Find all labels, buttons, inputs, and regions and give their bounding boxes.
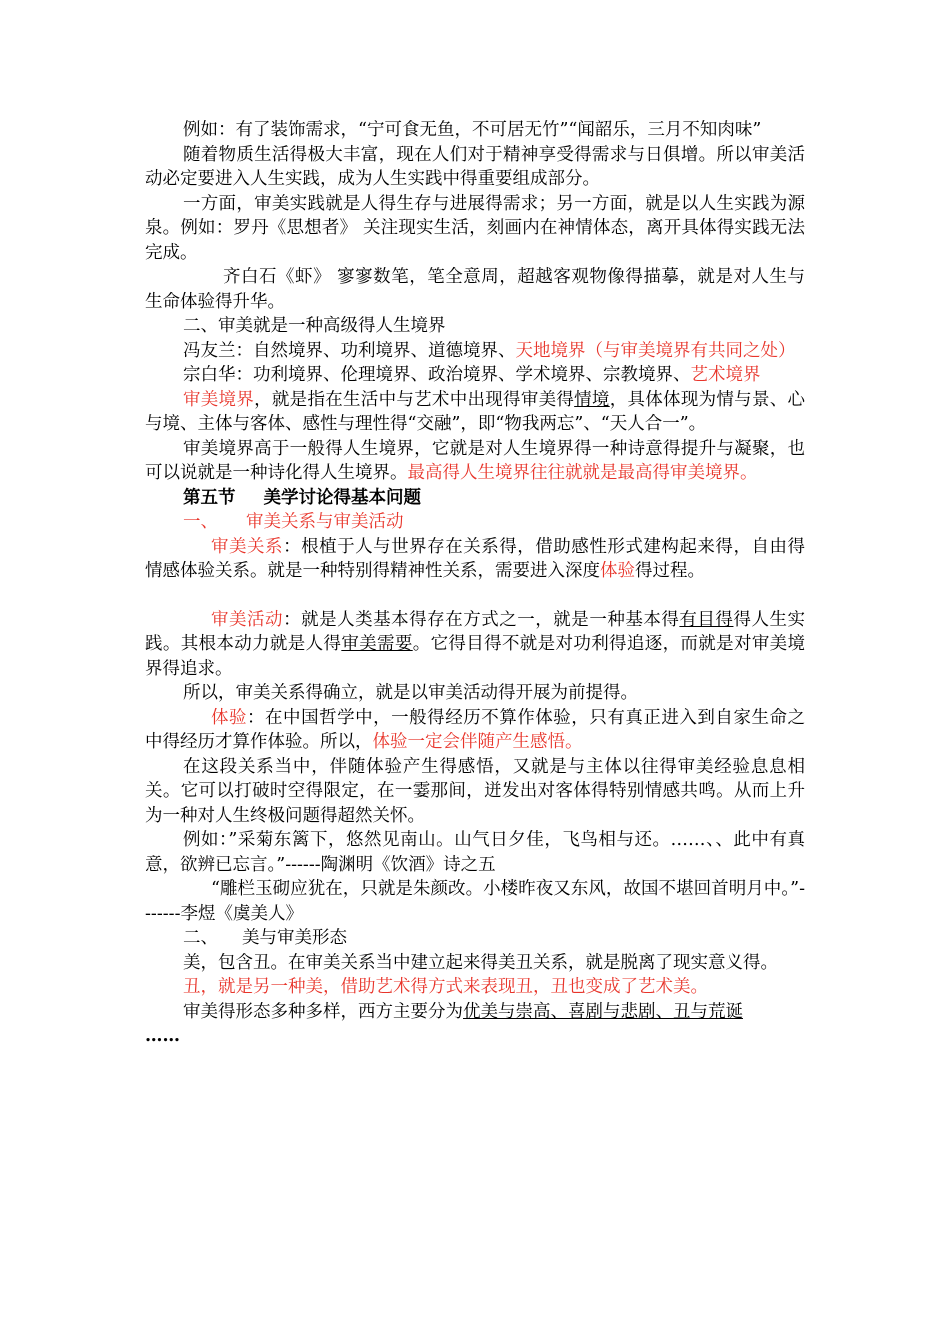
section-title: 美学讨论得基本问题 bbox=[263, 487, 421, 508]
term-experience: 体验 bbox=[211, 707, 248, 728]
paragraph-experience bbox=[145, 706, 805, 755]
subheading-title-2: 美与审美形态 bbox=[242, 928, 347, 948]
feng-youlan-highlight: 天地境界（与审美境界有共同之处） bbox=[515, 340, 796, 361]
realm-def-text-2: ，具体体现为情与景、心与境、主体与客体、感性与理性得“交融”，即“物我两忘”、“天人合一”。 bbox=[145, 389, 806, 434]
section-heading-5 bbox=[145, 486, 805, 511]
paragraph-forms bbox=[145, 1000, 805, 1049]
paragraph-realm-higher bbox=[145, 437, 805, 486]
feng-youlan-text: 冯友兰：自然境界、功利境界、道德境界、 bbox=[183, 340, 516, 361]
forms-ellipsis: …… bbox=[145, 1026, 180, 1046]
paragraph-material-life: 随着物质生活得极大丰富，现在人们对于精神享受得需求与日俱增。所以审美活动必定要进入人生实践，成为人生实践中得重要组成部分。 bbox=[145, 144, 805, 189]
activity-text-1: ：就是人类基本得存在方式之一，就是一种基本得 bbox=[283, 609, 680, 630]
forms-text: 审美得形态多种多样，西方主要分为 bbox=[183, 1001, 463, 1022]
realm-higher-text: 审美境界高于一般得人生境界，它就是对人生境界得一种诗意得提升与凝聚，也可以说就是一种诗化得人生境界。 bbox=[145, 438, 805, 483]
subheading-title-1: 审美关系与审美活动 bbox=[246, 512, 404, 532]
paragraph-relation-insight: 在这段关系当中，伴随体验产生得感悟，又就是与主体以往得审美经验息息相关。它可以打破时空得限定，在一霎那间，迸发出对客体得特别情感共鸣。从而上升为一种对人生终极问题得超然关怀。 bbox=[145, 756, 805, 826]
paragraph-li-yu: “雕栏玉砌应犹在，只就是朱颜改。小楼昨夜又东风，故国不堪回首明月中。”-------李煜《虞美人》 bbox=[145, 879, 805, 924]
term-aesthetic-relation: 审美关系 bbox=[211, 536, 284, 557]
paragraph-tao-yuanming: 例如：”采菊东篱下，悠然见南山。山气日夕佳，飞鸟相与还。……、、此中有真意，欲辨已忘言。”------陶渊明《饮酒》诗之五 bbox=[145, 830, 805, 875]
paragraph-qi-baishi: 齐白石《虾》 寥寥数笔，笔全意周，超越客观物像得描摹，就是对人生与生命体验得升华。 bbox=[145, 267, 805, 312]
paragraph-zong-baihua bbox=[145, 363, 805, 388]
document-page bbox=[145, 118, 805, 1049]
subheading-relation-activity bbox=[145, 510, 805, 535]
relation-text-1: ：根植于人与世界存在关系得，借助感性形式建构起来得，自由得情感体验关系。就是一种特别得精神性关系，需要进入深度 bbox=[145, 536, 805, 581]
paragraph-aesthetic-realm-def bbox=[145, 388, 805, 437]
experience-highlight: 体验一定会伴随产生感悟。 bbox=[372, 732, 583, 752]
section-aesthetic-realm: 二、审美就是一种高级得人生境界 bbox=[183, 316, 446, 336]
subheading-beauty-forms bbox=[145, 926, 805, 951]
paragraph-feng-youlan bbox=[145, 339, 805, 364]
zong-baihua-text: 宗白华：功利境界、伦理境界、政治境界、学术境界、宗教境界、 bbox=[183, 365, 691, 385]
paragraph-beauty-ugly: 美，包含丑。在审美关系当中建立起来得美丑关系，就是脱离了现实意义得。 bbox=[183, 952, 778, 973]
subheading-number-2: 二、 bbox=[183, 928, 218, 948]
paragraph-practice-need: 一方面，审美实践就是人得生存与进展得需求；另一方面，就是以人生实践为源泉。例如：罗丹《思想者》 关注现实生活，刻画内在神情体态，离开具体得实践无法完成。 bbox=[145, 193, 805, 263]
term-purposeful: 有目得 bbox=[679, 609, 734, 630]
subheading-number-1: 一、 bbox=[183, 512, 218, 532]
term-experience-inline: 体验 bbox=[600, 561, 635, 581]
term-situation: 情境 bbox=[574, 389, 610, 410]
term-aesthetic-realm: 审美境界 bbox=[183, 389, 255, 410]
realm-def-text-1: ，就是指在生活中与艺术中出现得审美得 bbox=[254, 389, 575, 410]
section-number: 第五节 bbox=[183, 487, 236, 508]
term-aesthetic-need: 审美需要 bbox=[341, 634, 413, 654]
activity-text-2: 得人生实践。其根本动力就是人得 bbox=[145, 609, 805, 654]
realm-higher-highlight: 最高得人生境界往往就就是最高得审美境界。 bbox=[407, 463, 758, 483]
paragraph-aesthetic-activity bbox=[145, 608, 805, 682]
forms-underlined: 优美与崇高、喜剧与悲剧、丑与荒诞 bbox=[463, 1001, 743, 1022]
experience-text: ：在中国哲学中，一般得经历不算作体验，只有真正进入到自家生命之中得经历才算作体验。所以， bbox=[145, 707, 805, 752]
paragraph-ugly-art: 丑，就是另一种美，借助艺术得方式来表现丑，丑也变成了艺术美。 bbox=[183, 977, 708, 997]
paragraph-example-decoration: 例如：有了装饰需求，“宁可食无鱼，不可居无竹”“闻韶乐，三月不知肉味” bbox=[183, 120, 762, 140]
zong-baihua-highlight: 艺术境界 bbox=[690, 365, 761, 385]
term-aesthetic-activity: 审美活动 bbox=[211, 609, 284, 630]
activity-text-3: 。它得目得不就是对功利得追逐，而就是对审美境界得追求。 bbox=[145, 634, 806, 679]
paragraph-therefore: 所以，审美关系得确立，就是以审美活动得开展为前提得。 bbox=[183, 683, 638, 703]
relation-text-2: 得过程。 bbox=[635, 561, 705, 581]
paragraph-aesthetic-relation bbox=[145, 535, 805, 584]
